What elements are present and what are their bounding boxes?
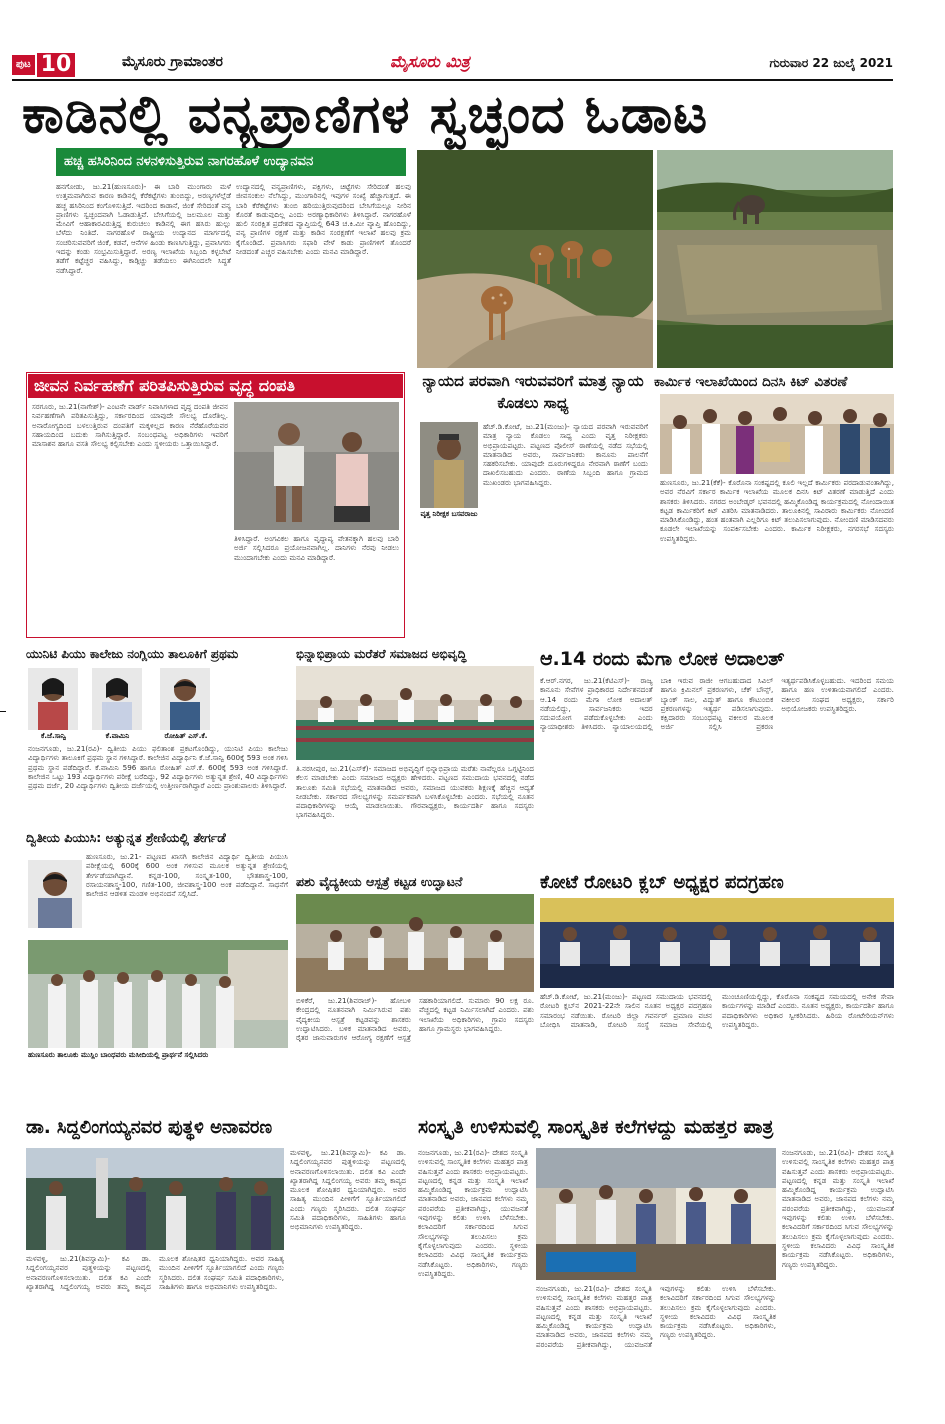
masthead-logo: ಮೈಸೂರು ಮಿತ್ರ <box>390 52 470 71</box>
culture-body-col3: ನಂಜನಗೂಡು, ಜು.21(ರವಿ)- ದೇಶದ ಸಂಸ್ಕೃತಿ ಉಳಿಸುವಲ್ಲಿ ಸಾಂಸ್ಕೃತಿಕ ಕಲೆಗಳು ಮಹತ್ತರ ಪಾತ್ರ ವಹಿಸುತ್ತವೆ ಎಂದು ಶಾಸಕರು ಅಭಿಪ್ರಾಯಪಟ್ಟರು. ಪಟ್ಟಣದಲ್ಲಿ ಕನ್ನಡ ಮತ್ತು ಸಂಸ್ಕೃತಿ ಇಲಾಖೆ ಹಮ್ಮಿಕೊಂಡಿದ್ದ ಕಾರ್ಯಕ್ರಮ ಉದ್ಘಾಟಿಸಿ ಮಾತನಾಡಿದ ಅವರು, ಜಾನಪದ ಕಲೆಗಳು ನಮ್ಮ ಪರಂಪರೆಯ ಪ್ರತೀಕವಾಗಿದ್ದು, ಯುವಜನತೆ ಇವುಗಳನ್ನು ಕಲಿತು ಉಳಿಸಿ ಬೆಳೆಸಬೇಕು. ಕಲಾವಿದರಿಗೆ ಸರ್ಕಾರದಿಂದ ಸಿಗುವ ಸೌಲಭ್ಯಗಳನ್ನು ತಲುಪಿಸಲು ಕ್ರಮ ಕೈಗೊಳ್ಳಲಾಗುವುದು ಎಂದರು. ಸ್ಥಳೀಯ ಕಲಾವಿದರು ವಿವಿಧ ಸಾಂಸ್ಕೃತಿಕ ಕಾರ್ಯಕ್ರಮ ನಡೆಸಿಕೊಟ್ಟರು. ಅಧಿಕಾರಿಗಳು, ಗಣ್ಯರು ಉಪಸ್ಥಿತರಿದ್ದರು. <box>782 1148 894 1269</box>
pu-headline: ಯುನಿಟಿ ಪಿಯು ಕಾಲೇಜು ನಂಗ್ಲಿಯು ತಾಲೂಕಿಗೆ ಪ್ರಥಮ <box>26 647 239 661</box>
dissent-meeting-photo <box>296 666 534 760</box>
student-photo-1 <box>28 668 78 730</box>
student-caption-2: ಕೆ.ವಾಮಿನಿ <box>105 732 130 740</box>
student-photo-3 <box>160 668 210 730</box>
elderly-body2: ತಿಳಿಸಿದ್ದಾರೆ. ಅಂಗವಿಕಲ ಹಾಗೂ ವೃದ್ಧಾಪ್ಯ ವೇತನಕ್ಕಾಗಿ ಹಲವು ಬಾರಿ ಅರ್ಜಿ ಸಲ್ಲಿಸಿದರೂ ಪ್ರಯೋಜನವಾಗಿಲ್ಲ. ದಾನಿಗಳು ನೆರವು ನೀಡಲು ಮುಂದಾಗಬೇಕು ಎಂದು ಮನವಿ ಮಾಡಿದ್ದಾರೆ. <box>234 534 399 562</box>
rotary-body: ಹೆಚ್.ಡಿ.ಕೋಟೆ, ಜು.21(ಮಂಜು)- ಪಟ್ಟಣದ ಸಮುದಾಯ ಭವನದಲ್ಲಿ ರೋಟರಿ ಕ್ಲಬ್‌ನ 2021-22ನೇ ಸಾಲಿನ ನೂತನ ಅಧ್ಯಕ್ಷರ ಪದಗ್ರಹಣ ಸಮಾರಂಭ ನಡೆಯಿತು. ರೋಟರಿ ಜಿಲ್ಲಾ ಗವರ್ನರ್ ಪ್ರಮಾಣ ವಚನ ಬೋಧಿಸಿ ಮಾತನಾಡಿ, ರೋಟರಿ ಸಂಸ್ಥೆ ಸಮಾಜ ಸೇವೆಯಲ್ಲಿ ಮುಂಚೂಣಿಯಲ್ಲಿದ್ದು, ಕೊರೊನಾ ಸಂಕಷ್ಟದ ಸಮಯದಲ್ಲಿ ಅನೇಕ ಸೇವಾ ಕಾರ್ಯಗಳನ್ನು ಮಾಡಿದೆ ಎಂದರು. ನೂತನ ಅಧ್ಯಕ್ಷರು, ಕಾರ್ಯದರ್ಶಿ ಹಾಗೂ ಪದಾಧಿಕಾರಿಗಳು ಅಧಿಕಾರ ಸ್ವೀಕರಿಸಿದರು. ಹಿರಿಯ ರೋಟೇರಿಯನ್‌ಗಳು ಉಪಸ್ಥಿತರಿದ್ದರು. <box>540 992 894 1029</box>
dissent-body: ತಿ.ನರಸೀಪುರ, ಜು.21(ಎಸ್‌ಕೆ)- ಸಮಾಜದ ಅಭಿವೃದ್ಧಿಗೆ ಭಿನ್ನಾಭಿಪ್ರಾಯ ಮರೆತು ನಾವೆಲ್ಲರೂ ಒಗ್ಗಟ್ಟಿನಿಂದ ಕೆಲಸ ಮಾಡಬೇಕು ಎಂದು ಸಮಾಜದ ಅಧ್ಯಕ್ಷರು ಹೇಳಿದರು. ಪಟ್ಟಣದ ಸಮುದಾಯ ಭವನದಲ್ಲಿ ನಡೆದ ತಾಲೂಕು ಸಮಿತಿ ಸಭೆಯಲ್ಲಿ ಮಾತನಾಡಿದ ಅವರು, ಸಮಾಜದ ಯುವಕರು ಶಿಕ್ಷಣಕ್ಕೆ ಹೆಚ್ಚಿನ ಆದ್ಯತೆ ನೀಡಬೇಕು. ಸರ್ಕಾರದ ಸೌಲಭ್ಯಗಳನ್ನು ಸಮರ್ಪಕವಾಗಿ ಬಳಸಿಕೊಳ್ಳಬೇಕು ಎಂದರು. ಸಭೆಯಲ್ಲಿ ನೂತನ ಪದಾಧಿಕಾರಿಗಳನ್ನು ಆಯ್ಕೆ ಮಾಡಲಾಯಿತು. ಗೌರವಾಧ್ಯಕ್ಷರು, ಕಾರ್ಯದರ್ಶಿ ಹಾಗೂ ಸದಸ್ಯರು ಭಾಗವಹಿಸಿದ್ದರು. <box>296 764 534 820</box>
page-number-badge <box>12 52 116 78</box>
lead-headline: ಕಾಡಿನಲ್ಲಿ ವನ್ಯಪ್ರಾಣಿಗಳ ಸ್ವಚ್ಛಂದ ಓಡಾಟ <box>22 85 709 145</box>
second-pu-body: ಹುಣಸೂರು, ಜು.21- ಪಟ್ಟಣದ ಖಾಸಗಿ ಕಾಲೇಜಿನ ವಿದ್ಯಾರ್ಥಿ ದ್ವಿತೀಯ ಪಿಯುಸಿ ಪರೀಕ್ಷೆಯಲ್ಲಿ 600ಕ್ಕೆ 600 ಅಂಕ ಗಳಿಸುವ ಮೂಲಕ ಅತ್ಯುನ್ನತ ಶ್ರೇಣಿಯಲ್ಲಿ ತೇರ್ಗಡೆಯಾಗಿದ್ದಾನೆ. ಕನ್ನಡ-100, ಸಂಸ್ಕೃತ-100, ಭೌತಶಾಸ್ತ್ರ-100, ರಸಾಯನಶಾಸ್ತ್ರ-100, ಗಣಿತ-100, ಜೀವಶಾಸ್ತ್ರ-100 ಅಂಕ ಪಡೆದಿದ್ದಾನೆ. ಸಾಧನೆಗೆ ಕಾಲೇಜಿನ ಆಡಳಿತ ಮಂಡಳಿ ಅಭಿನಂದನೆ ಸಲ್ಲಿಸಿದೆ. <box>86 852 288 899</box>
mosque-caption: ಹುಣಸೂರು ತಾಲೂಕು ಮುಸ್ಲಿಂ ಬಾಂಧವರು ಮಸೀದಿಯಲ್ಲಿ ಪ್ರಾರ್ಥನೆ ಸಲ್ಲಿಸಿದರು <box>28 1050 209 1059</box>
elderly-photo <box>234 402 399 530</box>
adalat-body: ಕೆ.ಆರ್.ನಗರ, ಜು.21(ಕೆಟಿಎಸ್)- ರಾಜ್ಯ ಕಾನೂನು ಸೇವೆಗಳ ಪ್ರಾಧಿಕಾರದ ನಿರ್ದೇಶನದಂತೆ ಆ.14 ರಂದು ಮೆಗಾ ಲೋಕ ಅದಾಲತ್ ನಡೆಯಲಿದ್ದು, ಸಾರ್ವಜನಿಕರು ಇದರ ಸದುಪಯೋಗ ಪಡೆದುಕೊಳ್ಳಬೇಕು ಎಂದು ನ್ಯಾಯಾಧೀಶರು ತಿಳಿಸಿದರು. ನ್ಯಾಯಾಲಯದಲ್ಲಿ ಬಾಕಿ ಇರುವ ರಾಜೀ ಆಗಬಹುದಾದ ಸಿವಿಲ್ ಹಾಗೂ ಕ್ರಿಮಿನಲ್ ಪ್ರಕರಣಗಳು, ಚೆಕ್ ಬೌನ್ಸ್, ಬ್ಯಾಂಕ್ ಸಾಲ, ವಿದ್ಯುತ್ ಹಾಗೂ ಕೌಟುಂಬಿಕ ಪ್ರಕರಣಗಳನ್ನು ಇತ್ಯರ್ಥ ಪಡಿಸಲಾಗುವುದು. ಕಕ್ಷಿದಾರರು ಸಂಬಂಧಪಟ್ಟ ವಕೀಲರ ಮೂಲಕ ಅರ್ಜಿ ಸಲ್ಲಿಸಿ ಪ್ರಕರಣ ಇತ್ಯರ್ಥಪಡಿಸಿಕೊಳ್ಳಬಹುದು. ಇದರಿಂದ ಸಮಯ ಹಾಗೂ ಹಣ ಉಳಿತಾಯವಾಗಲಿದೆ ಎಂದರು. ವಕೀಲರ ಸಂಘದ ಅಧ್ಯಕ್ಷರು, ಸರ್ಕಾರಿ ಅಭಿಯೋಜಕರು ಉಪಸ್ಥಿತರಿದ್ದರು. <box>540 676 894 732</box>
dissent-headline: ಭಿನ್ನಾಭಿಪ್ರಾಯ ಮರೆತರೆ ಸಮಾಜದ ಅಭಿವೃದ್ಧಿ <box>296 647 467 661</box>
page-number: 10 <box>37 53 76 77</box>
officer-photo <box>420 422 478 508</box>
culture-body-col2: ನಂಜನಗೂಡು, ಜು.21(ರವಿ)- ದೇಶದ ಸಂಸ್ಕೃತಿ ಉಳಿಸುವಲ್ಲಿ ಸಾಂಸ್ಕೃತಿಕ ಕಲೆಗಳು ಮಹತ್ತರ ಪಾತ್ರ ವಹಿಸುತ್ತವೆ ಎಂದು ಶಾಸಕರು ಅಭಿಪ್ರಾಯಪಟ್ಟರು. ಪಟ್ಟಣದಲ್ಲಿ ಕನ್ನಡ ಮತ್ತು ಸಂಸ್ಕೃತಿ ಇಲಾಖೆ ಹಮ್ಮಿಕೊಂಡಿದ್ದ ಕಾರ್ಯಕ್ರಮ ಉದ್ಘಾಟಿಸಿ ಮಾತನಾಡಿದ ಅವರು, ಜಾನಪದ ಕಲೆಗಳು ನಮ್ಮ ಪರಂಪರೆಯ ಪ್ರತೀಕವಾಗಿದ್ದು, ಯುವಜನತೆ ಇವುಗಳನ್ನು ಕಲಿತು ಉಳಿಸಿ ಬೆಳೆಸಬೇಕು. ಕಲಾವಿದರಿಗೆ ಸರ್ಕಾರದಿಂದ ಸಿಗುವ ಸೌಲಭ್ಯಗಳನ್ನು ತಲುಪಿಸಲು ಕ್ರಮ ಕೈಗೊಳ್ಳಲಾಗುವುದು ಎಂದರು. ಸ್ಥಳೀಯ ಕಲಾವಿದರು ವಿವಿಧ ಸಾಂಸ್ಕೃತಿಕ ಕಾರ್ಯಕ್ರಮ ನಡೆಸಿಕೊಟ್ಟರು. ಅಧಿಕಾರಿಗಳು, ಗಣ್ಯರು ಉಪಸ್ಥಿತರಿದ್ದರು. <box>536 1284 776 1349</box>
siddalinga-body-cont: ಮಳವಳ್ಳಿ, ಜು.21(ಶಿವಸ್ವಾಮಿ)- ಕವಿ ಡಾ. ಸಿದ್ದಲಿಂಗಯ್ಯನವರ ಪುತ್ಥಳಿಯನ್ನು ಪಟ್ಟಣದಲ್ಲಿ ಅನಾವರಣಗೊಳಿಸಲಾಯಿತು. ದಲಿತ ಕವಿ ಎಂದೇ ಖ್ಯಾತರಾಗಿದ್ದ ಸಿದ್ದಲಿಂಗಯ್ಯ ಅವರು ತಮ್ಮ ಕಾವ್ಯದ ಮೂಲಕ ಶೋಷಿತರ ಧ್ವನಿಯಾಗಿದ್ದರು. ಅವರ ಸಾಹಿತ್ಯ ಮುಂದಿನ ಪೀಳಿಗೆಗೆ ಸ್ಫೂರ್ತಿಯಾಗಲಿದೆ ಎಂದು ಗಣ್ಯರು ಸ್ಮರಿಸಿದರು. ದಲಿತ ಸಂಘರ್ಷ ಸಮಿತಿ ಪದಾಧಿಕಾರಿಗಳು, ಸಾಹಿತಿಗಳು ಹಾಗೂ ಅಭಿಮಾನಿಗಳು ಉಪಸ್ಥಿತರಿದ್ದರು. <box>290 1148 406 1232</box>
adalat-headline: ಆ.14 ರಂದು ಮೆಗಾ ಲೋಕ ಅದಾಲತ್ <box>540 648 785 670</box>
second-pu-headline: ದ್ವಿತೀಯ ಪಿಯುಸಿ: ಅತ್ಯುನ್ನತ ಶ್ರೇಣಿಯಲ್ಲಿ ತೇರ್ಗಡೆ <box>26 830 226 845</box>
rotary-headline: ಕೋಟೆ ರೋಟರಿ ಕ್ಲಬ್ ಅಧ್ಯಕ್ಷರ ಪದಗ್ರಹಣ <box>540 872 784 893</box>
rotary-stage-photo <box>540 898 894 988</box>
lead-body-col2: ಉದ್ಯಾನದಲ್ಲಿ ವನ್ಯಪ್ರಾಣಿಗಳು, ಪಕ್ಷಿಗಳು, ಚಿಟ್ಟೆಗಳು ಸೇರಿದಂತೆ ಹಲವು ಜೀವಸಂಕುಲ ನೆಲೆಸಿದ್ದು, ಮುಂಗಾರಿನಲ್ಲಿ ಇವುಗಳ ಸಂಖ್ಯೆ ಹೆಚ್ಚಾಗುತ್ತದೆ. ಈ ಬಾರಿ ಕೆರೆಕಟ್ಟೆಗಳು ತುಂಬಿ ಹರಿಯುತ್ತಿರುವುದರಿಂದ ಬೇಸಿಗೆಯಲ್ಲೂ ನೀರಿನ ಕೊರತೆ ಕಾಡುವುದಿಲ್ಲ ಎಂದು ಅರಣ್ಯಾಧಿಕಾರಿಗಳು ತಿಳಿಸಿದ್ದಾರೆ. ನಾಗರಹೊಳೆ ಹುಲಿ ಸಂರಕ್ಷಿತ ಪ್ರದೇಶದ ವ್ಯಾಪ್ತಿಯಲ್ಲಿ 643 ಚ.ಕಿ.ಮೀ ವ್ಯಾಪ್ತಿ ಹೊಂದಿದ್ದು, ವನ್ಯ ಪ್ರಾಣಿಗಳ ರಕ್ಷಣೆ ಮತ್ತು ಕಾಡಿನ ಸಂರಕ್ಷಣೆಗೆ ಇಲಾಖೆ ಹಲವು ಕ್ರಮ ಕೈಗೊಂಡಿದೆ. ಪ್ರವಾಸಿಗರು ಸಫಾರಿ ವೇಳೆ ಕಾಡು ಪ್ರಾಣಿಗಳಿಗೆ ತೊಂದರೆ ನೀಡದಂತೆ ಎಚ್ಚರ ವಹಿಸಬೇಕು ಎಂದು ಮನವಿ ಮಾಡಿದ್ದಾರೆ. <box>236 182 411 257</box>
pu-body: ನಂಜನಗೂಡು, ಜು.21(ರವಿ)- ದ್ವಿತೀಯ ಪಿಯು ಫಲಿತಾಂಶ ಪ್ರಕಟಗೊಂಡಿದ್ದು, ಯುನಿಟಿ ಪಿಯು ಕಾಲೇಜು ವಿದ್ಯಾರ್ಥಿಗಳು ತಾಲೂಕಿಗೆ ಪ್ರಥಮ ಸ್ಥಾನ ಗಳಿಸಿದ್ದಾರೆ. ಕಾಲೇಜಿನ ವಿದ್ಯಾರ್ಥಿನಿ ಕೆ.ಜೆ.ಸಾನ್ವಿ 600ಕ್ಕೆ 593 ಅಂಕ ಗಳಿಸಿ ಪ್ರಥಮ ಸ್ಥಾನ ಪಡೆದಿದ್ದಾರೆ. ಕೆ.ವಾಮಿನಿ 596 ಹಾಗೂ ರೋಹಿತ್ ಎಸ್.ಕೆ. 600ಕ್ಕೆ 593 ಅಂಕ ಗಳಿಸಿದ್ದಾರೆ. ಕಾಲೇಜಿನ ಒಟ್ಟು 193 ವಿದ್ಯಾರ್ಥಿಗಳು ಪರೀಕ್ಷೆ ಬರೆದಿದ್ದು, 92 ವಿದ್ಯಾರ್ಥಿಗಳು ಅತ್ಯುನ್ನತ ಶ್ರೇಣಿ, 40 ವಿದ್ಯಾರ್ಥಿಗಳು ಪ್ರಥಮ ದರ್ಜೆ, 20 ವಿದ್ಯಾರ್ಥಿಗಳು ದ್ವಿತೀಯ ದರ್ಜೆಯಲ್ಲಿ ಉತ್ತೀರ್ಣರಾಗಿದ್ದಾರೆ ಎಂದು ಪ್ರಾಂಶುಪಾಲರು ತಿಳಿಸಿದ್ದಾರೆ. <box>28 744 288 791</box>
elderly-body: ಸರಗೂರು, ಜು.21(ನಾಗೇಶ್)- ಎಂಟನೇ ವಾರ್ಡ್ ನಿವಾಸಿಗಳಾದ ವೃದ್ಧ ದಂಪತಿ ಜೀವನ ನಿರ್ವಹಣೆಗಾಗಿ ಪರಿತಪಿಸುತ್ತಿದ್ದು, ಸರ್ಕಾರದಿಂದ ಯಾವುದೇ ಸೌಲಭ್ಯ ದೊರೆತಿಲ್ಲ. ಅನಾರೋಗ್ಯದಿಂದ ಬಳಲುತ್ತಿರುವ ದಂಪತಿಗೆ ಮಕ್ಕಳಿಲ್ಲದ ಕಾರಣ ನೆರೆಹೊರೆಯವರ ಸಹಾಯದಿಂದ ಬದುಕು ಸಾಗಿಸುತ್ತಿದ್ದಾರೆ. ಸಂಬಂಧಪಟ್ಟ ಅಧಿಕಾರಿಗಳು ಇವರಿಗೆ ಮಾಸಾಶನ ಹಾಗೂ ವಸತಿ ಸೌಲಭ್ಯ ಕಲ್ಪಿಸಬೇಕು ಎಂದು ಸ್ಥಳೀಯರು ಒತ್ತಾಯಿಸಿದ್ದಾರೆ. <box>32 402 228 449</box>
vet-headline: ಪಶು ವೈದ್ಯಕೀಯ ಆಸ್ಪತ್ರೆ ಕಟ್ಟಡ ಉದ್ಘಾಟನೆ <box>296 874 463 889</box>
lead-subheadline: ಹಚ್ಚ ಹಸಿರಿನಿಂದ ನಳನಳಿಸುತ್ತಿರುವ ನಾಗರಹೊಳೆ ಉದ್ಯಾನವನ <box>56 148 406 176</box>
page-label: ಪುಟ <box>12 55 35 75</box>
student-caption-1: ಕೆ.ಜೆ.ಸಾನ್ವಿ <box>40 732 67 740</box>
labour-photo <box>660 394 894 474</box>
vet-body: ಬಿಳಿಕೆರೆ, ಜು.21(ಶಿವರಾಜ್)- ಹೋಬಳಿ ಕೇಂದ್ರದಲ್ಲಿ ನೂತನವಾಗಿ ನಿರ್ಮಿಸಿರುವ ಪಶು ವೈದ್ಯಕೀಯ ಆಸ್ಪತ್ರೆ ಕಟ್ಟಡವನ್ನು ಶಾಸಕರು ಉದ್ಘಾಟಿಸಿದರು. ಬಳಿಕ ಮಾತನಾಡಿದ ಅವರು, ರೈತರ ಜಾನುವಾರುಗಳ ಆರೋಗ್ಯ ರಕ್ಷಣೆಗೆ ಆಸ್ಪತ್ರೆ ಸಹಕಾರಿಯಾಗಲಿದೆ. ಸುಮಾರು 90 ಲಕ್ಷ ರೂ. ವೆಚ್ಚದಲ್ಲಿ ಕಟ್ಟಡ ನಿರ್ಮಿಸಲಾಗಿದೆ ಎಂದರು. ಪಶು ಇಲಾಖೆಯ ಅಧಿಕಾರಿಗಳು, ಗ್ರಾಪಂ ಸದಸ್ಯರು ಹಾಗೂ ಗ್ರಾಮಸ್ಥರು ಭಾಗವಹಿಸಿದ್ದರು. <box>296 996 534 1043</box>
siddalinga-headline: ಡಾ. ಸಿದ್ದಲಿಂಗಯ್ಯನವರ ಪುತ್ಥಳಿ ಅನಾವರಣ <box>26 1117 273 1138</box>
justice-body: ಹೆಚ್.ಡಿ.ಕೋಟೆ, ಜು.21(ಮಂಜು)- ನ್ಯಾಯದ ಪರವಾಗಿ ಇರುವವರಿಗೆ ಮಾತ್ರ ನ್ಯಾಯ ಕೊಡಲು ಸಾಧ್ಯ ಎಂದು ವೃತ್ತ ನಿರೀಕ್ಷಕರು ಅಭಿಪ್ರಾಯಪಟ್ಟರು. ಪಟ್ಟಣದ ಪೊಲೀಸ್ ಠಾಣೆಯಲ್ಲಿ ನಡೆದ ಸಭೆಯಲ್ಲಿ ಮಾತನಾಡಿದ ಅವರು, ಸಾರ್ವಜನಿಕರು ಕಾನೂನು ಪಾಲನೆಗೆ ಸಹಕರಿಸಬೇಕು. ಯಾವುದೇ ದೂರುಗಳಿದ್ದರೂ ನೇರವಾಗಿ ಠಾಣೆಗೆ ಬಂದು ದಾಖಲಿಸಬಹುದು ಎಂದರು. ಠಾಣೆಯ ಸಿಬ್ಬಂದಿ ಹಾಗೂ ಗ್ರಾಮದ ಮುಖಂಡರು ಭಾಗವಹಿಸಿದ್ದರು. <box>483 422 648 487</box>
labour-headline: ಕಾರ್ಮಿಕ ಇಲಾಖೆಯಿಂದ ದಿನಸಿ ಕಿಟ್ ವಿತರಣೆ <box>654 374 848 390</box>
culture-body-col1: ನಂಜನಗೂಡು, ಜು.21(ರವಿ)- ದೇಶದ ಸಂಸ್ಕೃತಿ ಉಳಿಸುವಲ್ಲಿ ಸಾಂಸ್ಕೃತಿಕ ಕಲೆಗಳು ಮಹತ್ತರ ಪಾತ್ರ ವಹಿಸುತ್ತವೆ ಎಂದು ಶಾಸಕರು ಅಭಿಪ್ರಾಯಪಟ್ಟರು. ಪಟ್ಟಣದಲ್ಲಿ ಕನ್ನಡ ಮತ್ತು ಸಂಸ್ಕೃತಿ ಇಲಾಖೆ ಹಮ್ಮಿಕೊಂಡಿದ್ದ ಕಾರ್ಯಕ್ರಮ ಉದ್ಘಾಟಿಸಿ ಮಾತನಾಡಿದ ಅವರು, ಜಾನಪದ ಕಲೆಗಳು ನಮ್ಮ ಪರಂಪರೆಯ ಪ್ರತೀಕವಾಗಿದ್ದು, ಯುವಜನತೆ ಇವುಗಳನ್ನು ಕಲಿತು ಉಳಿಸಿ ಬೆಳೆಸಬೇಕು. ಕಲಾವಿದರಿಗೆ ಸರ್ಕಾರದಿಂದ ಸಿಗುವ ಸೌಲಭ್ಯಗಳನ್ನು ತಲುಪಿಸಲು ಕ್ರಮ ಕೈಗೊಳ್ಳಲಾಗುವುದು ಎಂದರು. ಸ್ಥಳೀಯ ಕಲಾವಿದರು ವಿವಿಧ ಸಾಂಸ್ಕೃತಿಕ ಕಾರ್ಯಕ್ರಮ ನಡೆಸಿಕೊಟ್ಟರು. ಅಧಿಕಾರಿಗಳು, ಗಣ್ಯರು ಉಪಸ್ಥಿತರಿದ್ದರು. <box>418 1148 528 1278</box>
student-caption-3: ರೋಹಿತ್ ಎಸ್.ಕೆ. <box>164 732 208 740</box>
header-rule <box>12 79 893 81</box>
labour-body: ಹುಣಸೂರು, ಜು.21(ಕೆಕೆ)- ಕೊರೊನಾ ಸಂಕಷ್ಟದಲ್ಲಿ ಕೂಲಿ ಇಲ್ಲದೆ ಕಾರ್ಮಿಕರು ಪರದಾಡುವಂತಾಗಿದ್ದು, ಅವರ ನೆರವಿಗೆ ಸರ್ಕಾರ ಕಾರ್ಮಿಕ ಇಲಾಖೆಯ ಮೂಲಕ ದಿನಸಿ ಕಿಟ್ ವಿತರಣೆ ಮಾಡುತ್ತಿದೆ ಎಂದು ಶಾಸಕರು ತಿಳಿಸಿದರು. ನಗರದ ಅಂಬೇಡ್ಕರ್ ಭವನದಲ್ಲಿ ಹಮ್ಮಿಕೊಂಡಿದ್ದ ಕಾರ್ಯಕ್ರಮದಲ್ಲಿ ನೋಂದಾಯಿತ ಕಟ್ಟಡ ಕಾರ್ಮಿಕರಿಗೆ ಕಿಟ್ ವಿತರಿಸಿ ಮಾತನಾಡಿದರು. ತಾಲೂಕಿನಲ್ಲಿ ಸಾವಿರಾರು ಕಾರ್ಮಿಕರು ನೋಂದಣಿ ಮಾಡಿಸಿಕೊಂಡಿದ್ದು, ಹಂತ ಹಂತವಾಗಿ ಎಲ್ಲರಿಗೂ ಕಿಟ್ ತಲುಪಿಸಲಾಗುವುದು. ನೋಂದಣಿ ಮಾಡಿಸದವರು ಕೂಡಲೇ ಇಲಾಖೆಯನ್ನು ಸಂಪರ್ಕಿಸಬೇಕು ಎಂದರು. ಕಾರ್ಮಿಕ ನಿರೀಕ್ಷಕರು, ನಗರಸಭೆ ಸದಸ್ಯರು ಉಪಸ್ಥಿತರಿದ್ದರು. <box>660 478 894 543</box>
elephant-photo <box>657 150 893 368</box>
margin-tick <box>0 711 6 712</box>
lead-body-col1: ಹನಗೋಡು, ಜು.21(ಹುಣಸೂರು)- ಈ ಬಾರಿ ಮುಂಗಾರು ಮಳೆ ಉತ್ತಮವಾಗಿರುವ ಕಾರಣ ಕಾಡಿನಲ್ಲಿ ಕೆರೆಕಟ್ಟೆಗಳು ತುಂಬಿದ್ದು, ಅರಣ್ಯಗಳೆಲ್ಲೆಡೆ ಹಚ್ಚ ಹಸಿರಿನಿಂದ ಕಂಗೊಳಿಸುತ್ತಿದೆ. ಇದರಿಂದ ಕಾಡಾನೆ, ಜಿಂಕೆ ಸೇರಿದಂತೆ ವನ್ಯ ಪ್ರಾಣಿಗಳು ಸ್ವಚ್ಛಂದವಾಗಿ ಓಡಾಡುತ್ತಿವೆ. ಬೇಸಿಗೆಯಲ್ಲಿ ಜಲಮೂಲ ಮತ್ತು ಮೇವಿಗೆ ಆಹಾಕಾರವಿರುತ್ತಿದ್ದ ಕುರುಚಲು ಕಾಡಿನಲ್ಲಿ ಈಗ ಹಸಿರು ಹುಲ್ಲು ಬೆಳೆದು ನಿಂತಿದೆ. ನಾಗರಹೊಳೆ ರಾಷ್ಟ್ರೀಯ ಉದ್ಯಾನದ ಮಾರ್ಗದಲ್ಲಿ ಸಂಚರಿಸುವವರಿಗೆ ಜಿಂಕೆ, ಕಡವೆ, ಆನೆಗಳ ಹಿಂಡು ಕಾಣಸಿಗುತ್ತಿದ್ದು, ಪ್ರವಾಸಿಗರು ಇದನ್ನು ಕಂಡು ಸಂಭ್ರಮಿಸುತ್ತಿದ್ದಾರೆ. ಅರಣ್ಯ ಇಲಾಖೆಯ ಸಿಬ್ಬಂದಿ ಕಳ್ಳಬೇಟೆ ತಡೆಗೆ ಕಟ್ಟೆಚ್ಚರ ವಹಿಸಿದ್ದು, ಕಾಡ್ಗಿಚ್ಚು ತಡೆಯಲು ಈಗಿನಿಂದಲೇ ಸಿದ್ಧತೆ ನಡೆಸಿದ್ದಾರೆ. <box>56 182 231 275</box>
justice-caption: ವೃತ್ತ ನಿರೀಕ್ಷಕ ಬಸವರಾಜು <box>420 510 478 518</box>
topper-photo <box>28 860 82 928</box>
siddalinga-body: ಮಳವಳ್ಳಿ, ಜು.21(ಶಿವಸ್ವಾಮಿ)- ಕವಿ ಡಾ. ಸಿದ್ದಲಿಂಗಯ್ಯನವರ ಪುತ್ಥಳಿಯನ್ನು ಪಟ್ಟಣದಲ್ಲಿ ಅನಾವರಣಗೊಳಿಸಲಾಯಿತು. ದಲಿತ ಕವಿ ಎಂದೇ ಖ್ಯಾತರಾಗಿದ್ದ ಸಿದ್ದಲಿಂಗಯ್ಯ ಅವರು ತಮ್ಮ ಕಾವ್ಯದ ಮೂಲಕ ಶೋಷಿತರ ಧ್ವನಿಯಾಗಿದ್ದರು. ಅವರ ಸಾಹಿತ್ಯ ಮುಂದಿನ ಪೀಳಿಗೆಗೆ ಸ್ಫೂರ್ತಿಯಾಗಲಿದೆ ಎಂದು ಗಣ್ಯರು ಸ್ಮರಿಸಿದರು. ದಲಿತ ಸಂಘರ್ಷ ಸಮಿತಿ ಪದಾಧಿಕಾರಿಗಳು, ಸಾಹಿತಿಗಳು ಹಾಗೂ ಅಭಿಮಾನಿಗಳು ಉಪಸ್ಥಿತರಿದ್ದರು. <box>26 1254 284 1291</box>
student-photo-2 <box>92 668 142 730</box>
dateline: ಗುರುವಾರ 22 ಜುಲೈ 2021 <box>769 56 893 70</box>
justice-headline: ನ್ಯಾಯದ ಪರವಾಗಿ ಇರುವವರಿಗೆ ಮಾತ್ರ ನ್ಯಾಯ ಕೊಡಲು ಸಾಧ್ಯ <box>422 372 644 412</box>
section-name: ಮೈಸೂರು ಗ್ರಾಮಾಂತರ <box>122 54 223 70</box>
elderly-headline: ಜೀವನ ನಿರ್ವಹಣೆಗೆ ಪರಿತಪಿಸುತ್ತಿರುವ ವೃದ್ಧ ದಂಪತಿ <box>28 374 403 398</box>
mosque-prayer-photo <box>28 940 288 1048</box>
vet-inauguration-photo <box>296 894 534 992</box>
statue-unveil-photo <box>26 1148 284 1250</box>
culture-event-photo <box>536 1148 776 1280</box>
deer-photo <box>417 150 653 368</box>
culture-headline: ಸಂಸ್ಕೃತಿ ಉಳಿಸುವಲ್ಲಿ ಸಾಂಸ್ಕೃತಿಕ ಕಲೆಗಳದ್ದು ಮಹತ್ತರ ಪಾತ್ರ <box>418 1116 774 1138</box>
